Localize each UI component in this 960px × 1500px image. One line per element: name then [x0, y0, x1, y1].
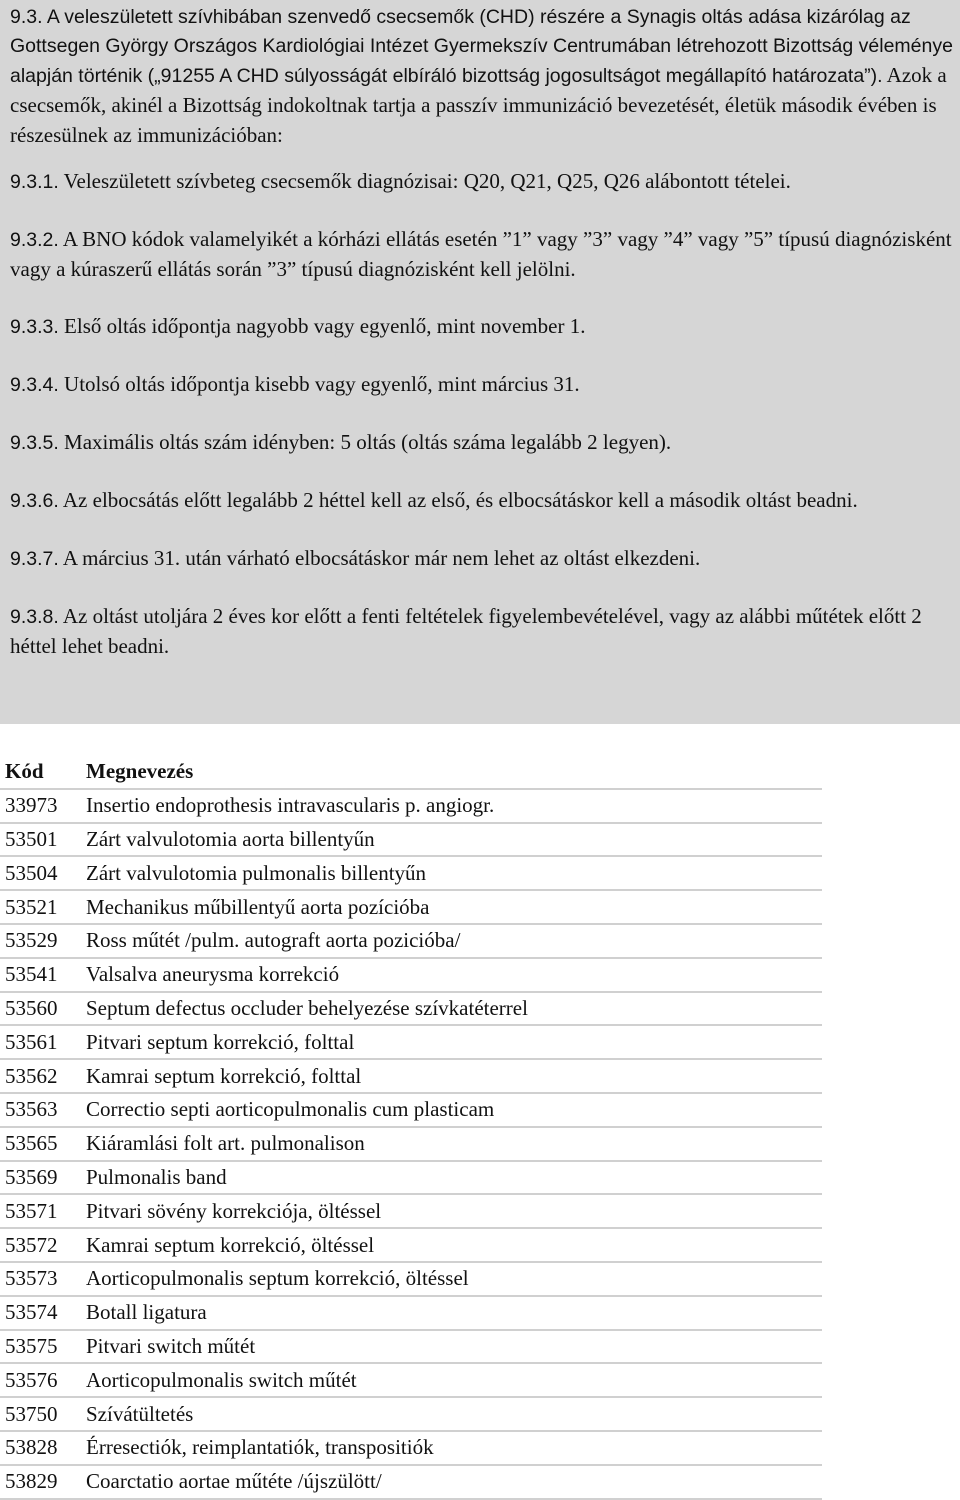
table-row	[0, 1127, 822, 1161]
procedure-code: 53561	[0, 1025, 81, 1059]
paragraph-number: 9.3.5.	[10, 432, 59, 454]
procedure-code: 53576	[0, 1363, 81, 1397]
paragraph-number: 9.3.4.	[10, 374, 59, 396]
table-row	[0, 1161, 822, 1195]
procedure-code: 53563	[0, 1093, 81, 1127]
procedure-code: 53572	[0, 1228, 81, 1262]
paragraph-text: Első oltás időpontja nagyobb vagy egyenlő, mint november 1.	[58, 314, 586, 338]
intro-text-sans: A veleszületett szívhibában szenvedő csecsemők (CHD) részére a Synagis oltás adása kizárólag az Gottsegen György Országos Kardiológiai Intézet Gyermekszív Centrumában létrehozott Bizottság véleménye alapján történik („91255 A CHD súlyosságát elbíráló bizottság jogosultságot megállapító határozata”).	[10, 6, 953, 87]
procedure-code: 53521	[0, 890, 81, 924]
paragraph-text: A március 31. után várható elbocsátáskor már nem lehet az oltást elkezdeni.	[58, 546, 701, 570]
procedure-code: 53571	[0, 1194, 81, 1228]
paragraph-text: Az oltást utoljára 2 éves kor előtt a fenti feltételek figyelembevételével, vagy az alábbi műtétek előtt 2 héttel lehet beadni.	[10, 604, 922, 658]
table-row	[0, 992, 822, 1026]
paragraph-text: A BNO kódok valamelyikét a kórházi ellátás esetén ”1” vagy ”3” vagy ”4” vagy ”5” típusú diagnózisként vagy a kúraszerű ellátás során ”3” típusú diagnózisként kell jelölni.	[10, 227, 952, 281]
table-row	[0, 1465, 822, 1499]
table-body	[0, 789, 822, 1499]
procedure-code: 53562	[0, 1059, 81, 1093]
paragraph-9-3-2	[10, 225, 954, 284]
table-row	[0, 1330, 822, 1364]
procedure-code: 53750	[0, 1397, 81, 1431]
procedure-name: Aorticopulmonalis septum korrekció, öltéssel	[81, 1262, 822, 1296]
procedure-code: 53560	[0, 992, 81, 1026]
table-row	[0, 1262, 822, 1296]
paragraph-text: Az elbocsátás előtt legalább 2 héttel kell az első, és elbocsátáskor kell a második oltást beadni.	[58, 488, 858, 512]
procedure-name: Pulmonalis band	[81, 1161, 822, 1195]
procedure-code: 53574	[0, 1296, 81, 1330]
paragraph-9-3-3	[10, 312, 954, 342]
procedure-name: Zárt valvulotomia aorta billentyűn	[81, 823, 822, 857]
paragraph-number: 9.3.7.	[10, 548, 59, 570]
procedure-name: Pitvari switch műtét	[81, 1330, 822, 1364]
procedure-code: 53529	[0, 924, 81, 958]
procedure-name: Pitvari sövény korrekciója, öltéssel	[81, 1194, 822, 1228]
procedure-code: 53565	[0, 1127, 81, 1161]
paragraph-number: 9.3.2.	[10, 229, 59, 251]
table-row	[0, 1363, 822, 1397]
paragraph-9-3-6	[10, 486, 954, 516]
procedure-name: Zárt valvulotomia pulmonalis billentyűn	[81, 856, 822, 890]
table-row	[0, 1093, 822, 1127]
paragraph-text: Utolsó oltás időpontja kisebb vagy egyenlő, mint március 31.	[58, 372, 580, 396]
table-row	[0, 924, 822, 958]
paragraph-number: 9.3.1.	[10, 171, 59, 193]
column-header-code: Kód	[0, 756, 81, 789]
procedure-name: Szívátültetés	[81, 1397, 822, 1431]
table-row	[0, 789, 822, 823]
procedure-name: Coarctatio aortae műtéte /újszülött/	[81, 1465, 822, 1499]
paragraph-text: Maximális oltás szám idényben: 5 oltás (oltás száma legalább 2 legyen).	[58, 430, 672, 454]
table-row	[0, 1296, 822, 1330]
intro-paragraph	[10, 3, 954, 151]
procedure-code: 53541	[0, 958, 81, 992]
table-row	[0, 1397, 822, 1431]
table-row	[0, 823, 822, 857]
intro-text-serif: Azok a csecsemők, akinél a Bizottság indokoltnak tartja a passzív immunizáció bevezetését, életük második évében is részesülnek az immunizációban:	[10, 63, 947, 147]
procedure-code: 53504	[0, 856, 81, 890]
procedure-code: 53501	[0, 823, 81, 857]
procedure-code: 33973	[0, 789, 81, 823]
procedure-code: 53569	[0, 1161, 81, 1195]
procedure-name: Septum defectus occluder behelyezése szívkatéterrel	[81, 992, 822, 1026]
paragraph-number: 9.3.6.	[10, 490, 59, 512]
table-row	[0, 1431, 822, 1465]
table-row	[0, 890, 822, 924]
procedure-code: 53575	[0, 1330, 81, 1364]
table-row	[0, 1059, 822, 1093]
procedure-code: 53829	[0, 1465, 81, 1499]
procedure-code: 53573	[0, 1262, 81, 1296]
table-row	[0, 856, 822, 890]
paragraph-text: Veleszületett szívbeteg csecsemők diagnózisai: Q20, Q21, Q25, Q26 alábontott tételei.	[58, 169, 791, 193]
procedure-name: Érresectiók, reimplantatiók, transpositiók	[81, 1431, 822, 1465]
procedure-name: Insertio endoprothesis intravascularis p. angiogr.	[81, 789, 822, 823]
table-row	[0, 1025, 822, 1059]
procedure-code-table	[0, 756, 822, 1500]
column-header-name: Megnevezés	[81, 756, 822, 789]
procedure-name: Botall ligatura	[81, 1296, 822, 1330]
procedure-name: Ross műtét /pulm. autograft aorta pozicióba/	[81, 924, 822, 958]
procedure-name: Pitvari septum korrekció, folttal	[81, 1025, 822, 1059]
procedure-name: Mechanikus műbillentyű aorta pozícióba	[81, 890, 822, 924]
conditions-section	[0, 0, 960, 724]
procedure-code: 53828	[0, 1431, 81, 1465]
table-row	[0, 1228, 822, 1262]
paragraph-number: 9.3.8.	[10, 606, 59, 628]
procedure-name: Correctio septi aorticopulmonalis cum plasticam	[81, 1093, 822, 1127]
intro-number: 9.3.	[10, 6, 43, 28]
table-row	[0, 958, 822, 992]
procedure-name: Kiáramlási folt art. pulmonalison	[81, 1127, 822, 1161]
paragraph-9-3-4	[10, 370, 954, 400]
procedure-name: Aorticopulmonalis switch műtét	[81, 1363, 822, 1397]
procedure-name: Kamrai septum korrekció, folttal	[81, 1059, 822, 1093]
paragraph-number: 9.3.3.	[10, 316, 59, 338]
paragraph-9-3-5	[10, 428, 954, 458]
paragraph-9-3-7	[10, 544, 954, 574]
paragraph-9-3-8	[10, 602, 954, 661]
table-header-row	[0, 756, 822, 789]
table-row	[0, 1194, 822, 1228]
paragraph-9-3-1	[10, 167, 954, 197]
procedure-name: Kamrai septum korrekció, öltéssel	[81, 1228, 822, 1262]
procedure-name: Valsalva aneurysma korrekció	[81, 958, 822, 992]
